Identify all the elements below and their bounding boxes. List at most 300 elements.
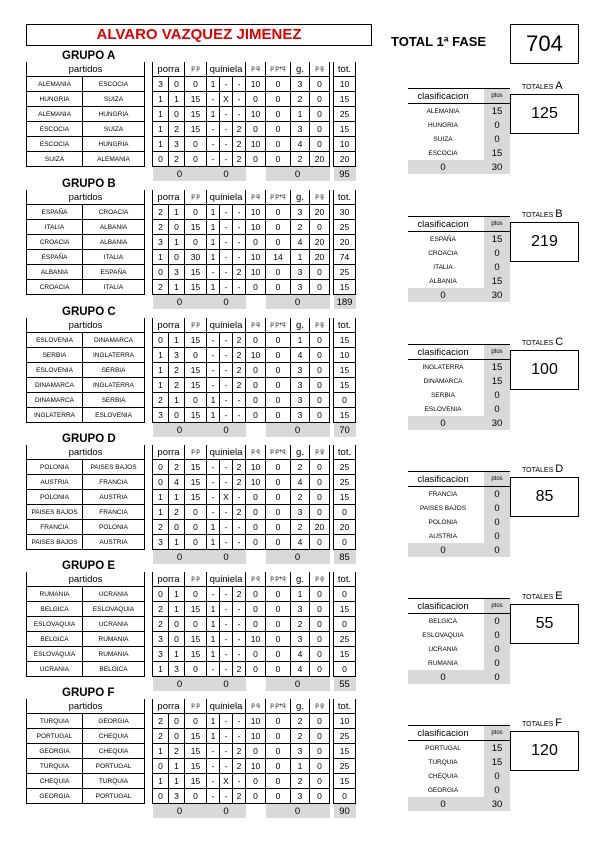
match-g2: 1 [169,759,185,774]
match-pp: 0 [185,587,207,602]
sum-quiniela: 0 [207,804,246,819]
class-pts: 15 [484,274,510,288]
group-totals-label: TOTALES E [522,590,563,602]
sum-total: 85 [334,550,356,565]
match-row [27,617,356,632]
match-pp: 15 [185,475,207,490]
classification-row [408,642,510,656]
match-g: 3 [291,77,310,92]
match-g: 3 [291,393,310,408]
match-pq: 10 [246,77,266,92]
match-g2: 0 [169,220,185,235]
classification-header [408,599,510,614]
match-tot: 10 [334,77,356,92]
classification-table [408,216,510,302]
match-home: ESLOVENIA [27,333,83,348]
header-porra: porra [153,190,185,205]
class-team: ESPAÑA [430,235,456,243]
match-pq: 0 [246,535,266,550]
class-team: PORTUGAL [425,744,461,752]
match-q1: 1 [207,77,220,92]
match-pp: 0 [185,393,207,408]
match-pp: 15 [185,632,207,647]
match-row [27,393,356,408]
header-g: g. [291,62,310,77]
match-home: PAISES BAJOS [27,535,83,550]
match-ppq: 0 [266,205,291,220]
match-tot: 15 [334,333,356,348]
header-porra: porra [153,699,185,714]
match-qx: - [220,280,233,295]
matches-table [26,445,356,564]
group-total-value: 85 [510,477,579,517]
match-q2: 2 [233,460,246,475]
class-footer-a: 0 [408,670,478,684]
match-q2: 2 [233,759,246,774]
match-ppq: 0 [266,280,291,295]
match-tot: 25 [334,759,356,774]
classification-row [408,741,510,756]
class-pts: 0 [484,642,510,656]
sum-quiniela: 0 [207,295,246,310]
match-ppq: 0 [266,393,291,408]
match-away: SERBIA [83,363,145,378]
match-away: AUSTRIA [83,490,145,505]
match-row [27,729,356,744]
match-g: 2 [291,617,310,632]
match-away: PORTUGAL [83,759,145,774]
match-pp: 30 [185,250,207,265]
match-home: DINAMARCA [27,393,83,408]
match-away: HUNGRIA [83,137,145,152]
match-qx: - [220,460,233,475]
match-ppq: 0 [266,137,291,152]
group-block [26,50,586,180]
match-g: 3 [291,408,310,423]
match-q1: - [207,587,220,602]
match-g1: 1 [153,378,169,393]
match-qx: X [220,490,233,505]
class-pts: 0 [484,402,510,416]
match-pg: 0 [310,587,330,602]
header-pp: p p [185,699,207,714]
match-ppq: 0 [266,490,291,505]
match-pq: 0 [246,363,266,378]
match-pg: 0 [310,77,330,92]
match-g1: 2 [153,520,169,535]
header-clasificacion: clasificacion [408,89,478,104]
match-row [27,122,356,137]
match-pq: 0 [246,774,266,789]
match-pq: 10 [246,107,266,122]
match-qx: - [220,647,233,662]
match-row [27,774,356,789]
match-q2: - [233,77,246,92]
match-ppq: 0 [266,587,291,602]
match-away: POLONIA [83,520,145,535]
match-pp: 0 [185,77,207,92]
match-pg: 0 [310,220,330,235]
match-q2: 2 [233,505,246,520]
match-q1: - [207,789,220,804]
match-q2: 2 [233,789,246,804]
match-pg: 0 [310,363,330,378]
match-home: SUIZA [27,152,83,167]
match-away: SUIZA [83,122,145,137]
match-ppq: 14 [266,250,291,265]
match-q1: - [207,744,220,759]
classification-table [408,725,510,811]
match-q1: 1 [207,714,220,729]
match-g: 3 [291,744,310,759]
match-pg: 20 [310,250,330,265]
match-ppq: 0 [266,122,291,137]
match-away: UCRANIA [83,617,145,632]
match-tot: 30 [334,205,356,220]
class-pts: 0 [484,515,510,529]
match-qx: - [220,662,233,677]
match-home: BELGICA [27,632,83,647]
match-g: 2 [291,460,310,475]
classification-row [408,388,510,402]
match-g1: 0 [153,460,169,475]
classification-row [408,656,510,670]
match-away: FRANCIA [83,475,145,490]
match-ppq: 0 [266,774,291,789]
match-away: INGLATERRA [83,378,145,393]
match-home: ESPAÑA [27,205,83,220]
match-q1: 1 [207,408,220,423]
match-pp: 15 [185,333,207,348]
header-tot: tot. [334,572,356,587]
match-away: RUMANIA [83,647,145,662]
match-q2: - [233,602,246,617]
match-tot: 15 [334,490,356,505]
match-pg: 0 [310,378,330,393]
header-quiniela: quiniela [207,190,246,205]
match-g1: 0 [153,789,169,804]
match-qx: X [220,92,233,107]
class-team: ESLOVENIA [424,405,462,413]
match-away: ALBANIA [83,220,145,235]
class-team: ESLOVAQUIA [422,631,464,639]
class-pts: 15 [484,360,510,375]
match-pg: 0 [310,92,330,107]
match-pp: 15 [185,378,207,393]
match-row [27,107,356,122]
match-tot: 20 [334,235,356,250]
match-pp: 15 [185,759,207,774]
match-q1: - [207,363,220,378]
group-block [26,306,586,436]
match-q2: 2 [233,475,246,490]
match-home: ESPAÑA [27,250,83,265]
match-g1: 2 [153,602,169,617]
class-team: POLONIA [428,518,458,526]
match-home: GEORGIA [27,789,83,804]
match-pp: 0 [185,535,207,550]
match-pq: 10 [246,632,266,647]
match-qx: - [220,617,233,632]
classification-header [408,345,510,360]
match-g: 3 [291,632,310,647]
header-pq: p q [246,699,266,714]
match-qx: - [220,714,233,729]
match-home: INGLATERRA [27,408,83,423]
header-porra: porra [153,445,185,460]
match-q2: - [233,774,246,789]
header-ptos: ptos [484,599,510,614]
match-pp: 15 [185,729,207,744]
match-g2: 0 [169,520,185,535]
match-g2: 3 [169,137,185,152]
match-qx: - [220,378,233,393]
header-pq: p q [246,318,266,333]
match-q2: 2 [233,137,246,152]
match-ppq: 0 [266,460,291,475]
match-g1: 1 [153,107,169,122]
match-row [27,460,356,475]
group-totals-label: TOTALES C [522,336,564,348]
header-porra: porra [153,62,185,77]
match-pg: 0 [310,759,330,774]
match-q2: 2 [233,265,246,280]
match-row [27,378,356,393]
match-tot: 25 [334,475,356,490]
match-row [27,250,356,265]
match-g1: 1 [153,363,169,378]
match-pg: 0 [310,280,330,295]
match-g: 4 [291,662,310,677]
match-g2: 1 [169,602,185,617]
class-team: ALEMANIA [426,107,460,115]
match-home: DINAMARCA [27,378,83,393]
header-g: g. [291,318,310,333]
match-row [27,587,356,602]
classification-table [408,598,510,684]
header-ppq: p p+q [266,62,291,77]
header-pg: p g [310,318,330,333]
classification-row [408,487,510,502]
match-pp: 0 [185,152,207,167]
header-ppq: p p+q [266,445,291,460]
match-pp: 15 [185,92,207,107]
match-row [27,333,356,348]
match-pp: 0 [185,235,207,250]
match-q1: 1 [207,393,220,408]
match-q1: - [207,348,220,363]
match-qx: - [220,152,233,167]
class-team: INGLATERRA [422,363,464,371]
class-team: CROACIA [428,249,458,257]
match-row [27,77,356,92]
header-pq: p q [246,62,266,77]
match-away: ITALIA [83,250,145,265]
match-g1: 1 [153,348,169,363]
match-g: 3 [291,378,310,393]
header-ptos: ptos [484,345,510,360]
header-ptos: ptos [484,726,510,741]
header-pg: p g [310,190,330,205]
matches-table [26,572,356,691]
match-away: RUMANIA [83,632,145,647]
sum-total: 55 [334,677,356,692]
match-home: GEORGIA [27,744,83,759]
match-q1: 1 [207,205,220,220]
group-totals-label: TOTALES F [522,717,562,729]
classification-header [408,89,510,104]
match-pq: 0 [246,505,266,520]
match-pq: 0 [246,617,266,632]
match-row [27,348,356,363]
class-pts: 15 [484,104,510,119]
match-g1: 1 [153,662,169,677]
match-ppq: 0 [266,92,291,107]
match-pq: 10 [246,475,266,490]
header-quiniela: quiniela [207,62,246,77]
class-pts: 0 [484,501,510,515]
match-pg: 0 [310,729,330,744]
match-pp: 0 [185,137,207,152]
match-g1: 1 [153,490,169,505]
class-footer-b: 0 [484,670,510,684]
match-pp: 0 [185,348,207,363]
class-team: FRANCIA [428,490,458,498]
match-q1: - [207,265,220,280]
match-home: ESLOVENIA [27,363,83,378]
header-partidos: partidos [27,699,145,714]
match-pq: 0 [246,789,266,804]
match-pg: 20 [310,152,330,167]
header-pp: p p [185,445,207,460]
match-tot: 15 [334,602,356,617]
match-ppq: 0 [266,408,291,423]
match-pq: 0 [246,520,266,535]
match-ppq: 0 [266,235,291,250]
match-row [27,602,356,617]
match-q2: 2 [233,333,246,348]
class-footer-b: 30 [484,288,510,302]
match-g2: 1 [169,490,185,505]
classification-row [408,232,510,247]
header-clasificacion: clasificacion [408,472,478,487]
match-q1: - [207,475,220,490]
match-g1: 3 [153,647,169,662]
header-partidos: partidos [27,62,145,77]
match-home: PAISES BAJOS [27,505,83,520]
match-pp: 15 [185,460,207,475]
match-away: ESCOCIA [83,77,145,92]
match-pg: 0 [310,333,330,348]
match-q2: 2 [233,662,246,677]
match-q2: - [233,235,246,250]
class-team: BELGICA [428,617,458,625]
class-pts: 0 [484,656,510,670]
match-home: HUNGRIA [27,92,83,107]
match-g: 2 [291,729,310,744]
match-q1: - [207,137,220,152]
classification-row [408,260,510,274]
class-footer-b: 30 [484,416,510,430]
match-home: ITALIA [27,220,83,235]
match-home: ALBANIA [27,265,83,280]
match-home: CROACIA [27,235,83,250]
match-away: ITALIA [83,280,145,295]
match-qx: - [220,535,233,550]
match-pp: 15 [185,408,207,423]
sum-quiniela: 0 [207,550,246,565]
match-q1: - [207,333,220,348]
match-ppq: 0 [266,789,291,804]
classification-row [408,769,510,783]
match-away: FRANCIA [83,505,145,520]
match-pg: 20 [310,520,330,535]
match-ppq: 0 [266,617,291,632]
match-g2: 3 [169,662,185,677]
match-pg: 0 [310,714,330,729]
player-name-title: ALVARO VAZQUEZ JIMENEZ [26,24,372,46]
classification-table [408,344,510,430]
header-pg: p g [310,699,330,714]
class-footer-a: 0 [408,160,478,174]
match-q2: - [233,520,246,535]
match-g1: 2 [153,729,169,744]
match-q2: 2 [233,744,246,759]
match-tot: 0 [334,662,356,677]
group-total-value: 100 [510,350,579,390]
class-team: TURQUIA [428,758,458,766]
match-pg: 20 [310,235,330,250]
match-qx: - [220,235,233,250]
match-row [27,220,356,235]
match-pg: 0 [310,348,330,363]
match-tot: 15 [334,744,356,759]
match-pq: 0 [246,490,266,505]
match-ppq: 0 [266,475,291,490]
match-q1: 1 [207,220,220,235]
matches-table [26,62,356,181]
header-ptos: ptos [484,217,510,232]
match-qx: - [220,265,233,280]
match-qx: - [220,789,233,804]
match-home: ESLOVAQUIA [27,617,83,632]
match-ppq: 0 [266,333,291,348]
match-home: PORTUGAL [27,729,83,744]
header-quiniela: quiniela [207,318,246,333]
match-g: 1 [291,250,310,265]
match-away: BELGICA [83,662,145,677]
match-g2: 1 [169,647,185,662]
group-total-value: 120 [510,731,579,771]
match-tot: 15 [334,774,356,789]
match-g1: 0 [153,759,169,774]
match-home: TURQUIA [27,714,83,729]
header-ptos: ptos [484,472,510,487]
match-pp: 15 [185,647,207,662]
match-q1: 1 [207,729,220,744]
match-g2: 1 [169,280,185,295]
class-team: AUSTRIA [428,532,458,540]
group-title: GRUPO C [62,306,116,318]
match-pg: 0 [310,460,330,475]
match-pg: 0 [310,602,330,617]
class-pts: 0 [484,783,510,797]
match-g2: 3 [169,789,185,804]
match-tot: 10 [334,137,356,152]
match-tot: 15 [334,92,356,107]
match-tot: 25 [334,220,356,235]
header-tot: tot. [334,699,356,714]
